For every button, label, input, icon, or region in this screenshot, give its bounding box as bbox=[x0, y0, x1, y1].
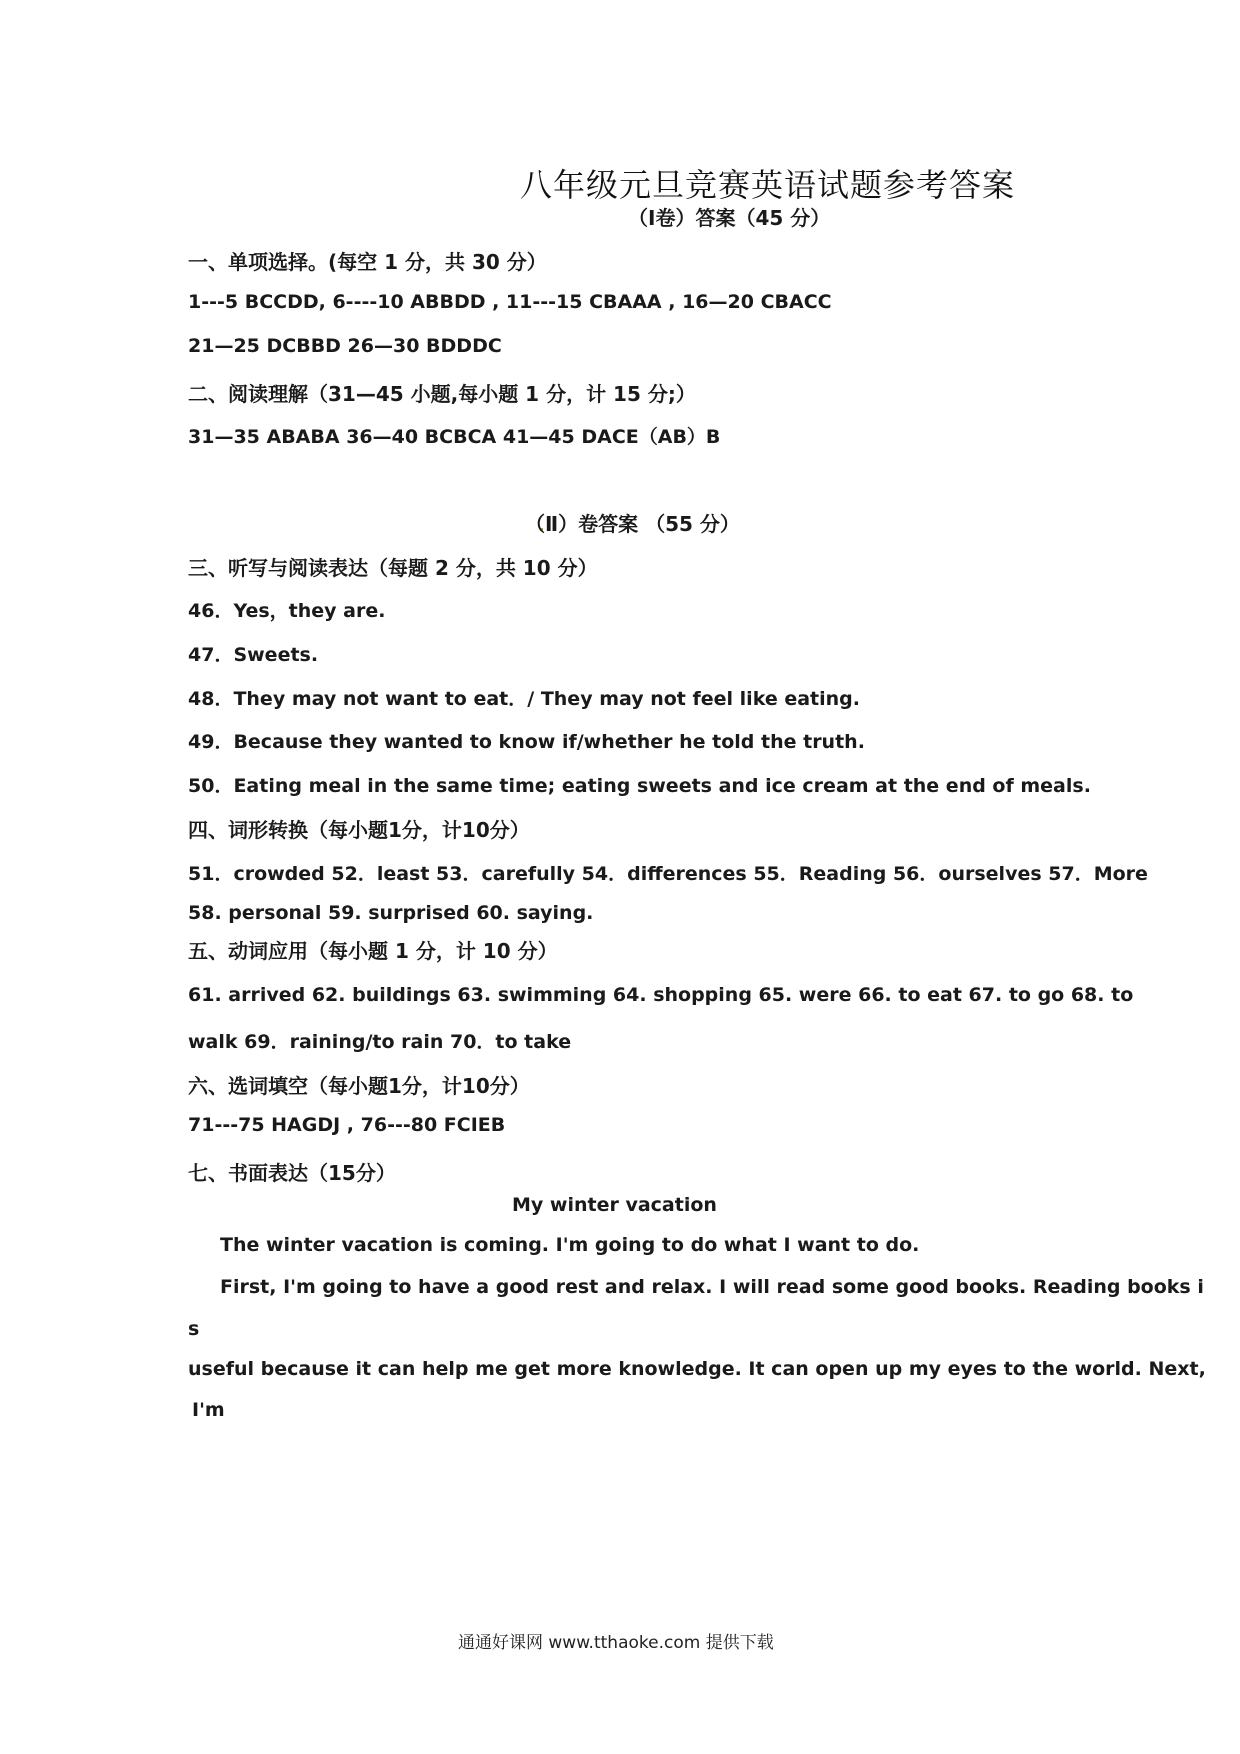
part1-header: （Ⅰ卷）答案（45 分） bbox=[628, 206, 831, 230]
section7-heading: 七、书面表达（15分） bbox=[188, 1161, 396, 1185]
answer-46: 46．Yes，they are. bbox=[188, 600, 386, 622]
essay-line: s bbox=[188, 1318, 200, 1340]
page-title: 八年级元旦竞赛英语试题参考答案 bbox=[520, 166, 1016, 204]
essay-title: My winter vacation bbox=[512, 1194, 717, 1216]
section2-answers-line1: 31—35 ABABA 36—40 BCBCA 41—45 DACE（AB）B bbox=[188, 426, 721, 448]
section4-answers-line1: 51．crowded 52．least 53．carefully 54．differences 55．Reading 56．ourselves 57．More bbox=[188, 863, 1148, 885]
section6-heading: 六、选词填空（每小题1分，计10分） bbox=[188, 1074, 530, 1098]
section5-answers-line1: 61. arrived 62. buildings 63. swimming 64. shopping 65. were 66. to eat 67. to go 68. to bbox=[188, 984, 1134, 1006]
section1-heading: 一、单项选择。(每空 1 分，共 30 分） bbox=[188, 250, 547, 274]
footer-source: 通通好课网 www.tthaoke.com 提供下载 bbox=[458, 1633, 774, 1653]
part2-header: （Ⅱ）卷答案 （55 分） bbox=[525, 512, 740, 536]
section5-heading: 五、动词应用（每小题 1 分，计 10 分） bbox=[188, 939, 558, 963]
section5-answers-line2: walk 69．raining/to rain 70．to take bbox=[188, 1031, 572, 1053]
section1-answers-line1: 1---5 BCCDD, 6----10 ABBDD , 11---15 CBAAA , 16—20 CBACC bbox=[188, 291, 832, 313]
section2-heading: 二、阅读理解（31—45 小题,每小题 1 分，计 15 分;） bbox=[188, 382, 696, 406]
answer-49: 49．Because they wanted to know if/whether he told the truth. bbox=[188, 731, 865, 753]
essay-line: First, I'm going to have a good rest and relax. I will read some good books. Reading books i bbox=[220, 1276, 1204, 1298]
section6-answers-line1: 71---75 HAGDJ , 76---80 FCIEB bbox=[188, 1114, 506, 1136]
section4-answers-line2: 58. personal 59. surprised 60. saying. bbox=[188, 902, 594, 924]
answer-50: 50．Eating meal in the same time; eating sweets and ice cream at the end of meals. bbox=[188, 775, 1091, 797]
answer-47: 47．Sweets. bbox=[188, 644, 319, 666]
answer-48: 48．They may not want to eat．/ They may not feel like eating. bbox=[188, 688, 860, 710]
essay-line: I'm bbox=[192, 1399, 225, 1421]
essay-line: The winter vacation is coming. I'm going to do what I want to do. bbox=[220, 1234, 920, 1256]
section1-answers-line2: 21—25 DCBBD 26—30 BDDDC bbox=[188, 335, 502, 357]
section3-heading: 三、听写与阅读表达（每题 2 分，共 10 分） bbox=[188, 556, 598, 580]
section4-heading: 四、词形转换（每小题1分，计10分） bbox=[188, 818, 530, 842]
essay-line: useful because it can help me get more knowledge. It can open up my eyes to the world. Next, bbox=[188, 1358, 1206, 1380]
